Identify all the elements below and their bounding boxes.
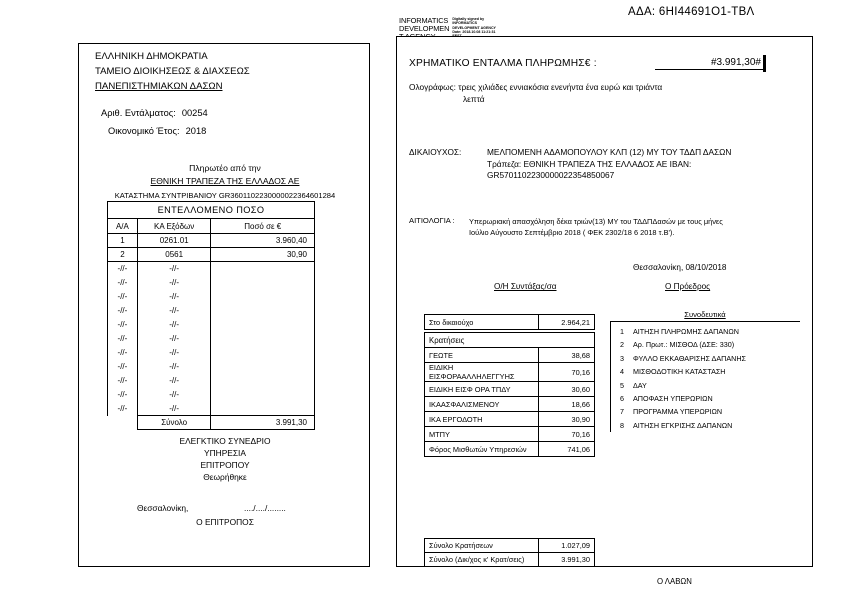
table-row bbox=[108, 374, 315, 388]
net-amount-label: Στο δικαιούχο bbox=[425, 315, 539, 330]
table-row bbox=[425, 412, 595, 427]
beneficiary-label: ΔΙΚΑΙΟΥΧΟΣ: bbox=[409, 147, 462, 157]
row-amount bbox=[211, 388, 315, 402]
amounts-total-spacer bbox=[108, 416, 138, 430]
row-kae: 0261.01 bbox=[137, 234, 211, 248]
attachment-number: 4 bbox=[620, 367, 624, 377]
row-amount bbox=[211, 402, 315, 416]
amount-marker bbox=[763, 55, 766, 72]
row-aa: -//- bbox=[108, 262, 138, 276]
row-aa: -//- bbox=[108, 332, 138, 346]
row-kae: -//- bbox=[137, 304, 211, 318]
payment-order-title: ΧΡΗΜΑΤΙΚΟ ΕΝΤΑΛΜΑ ΠΛΗΡΩΜΗΣ€ : bbox=[409, 58, 597, 69]
list-item bbox=[611, 419, 800, 432]
attachment-text: ΔΑΥ bbox=[633, 380, 647, 390]
grand-total-amount: 3.991,30 bbox=[539, 553, 595, 567]
row-amount bbox=[211, 332, 315, 346]
order-number-label: Αριθ. Εντάλματος: bbox=[101, 108, 176, 118]
org-line-1: ΕΛΛΗΝΙΚΗ ΔΗΜΟΚΡΑΤΙΑ bbox=[95, 51, 208, 62]
attachment-text: ΑΙΤΗΣΗ ΕΓΚΡΙΣΗΣ ΔΑΠΑΝΩΝ bbox=[633, 420, 733, 430]
table-row bbox=[425, 363, 595, 382]
audit-court-line-2: ΥΠΗΡΕΣΙΑ bbox=[204, 448, 246, 458]
deduction-label: ΕΙΔΙΚΗ ΕΙΣΦ ΟΡΑ ΤΠΔΥ bbox=[425, 382, 539, 397]
right-panel bbox=[396, 36, 813, 586]
table-row bbox=[108, 290, 315, 304]
amounts-total-value: 3.991,30 bbox=[211, 416, 315, 430]
beneficiary-bank: Τράπεζα: ΕΘΝΙΚΗ ΤΡΑΠΕΖΑ ΤΗΣ ΕΛΛΑΔΟΣ ΑΕ ΙΒΑΝ: bbox=[487, 158, 692, 169]
signature-city: Θεσσαλονίκη, bbox=[137, 503, 189, 513]
amount-in-words-line-1: τρεις χιλιάδες εννιακόσια ενενήντα ένα ευρώ και τριάντα bbox=[458, 82, 663, 92]
row-aa: -//- bbox=[108, 402, 138, 416]
deductions-header: Κρατήσεις bbox=[425, 333, 595, 348]
stamp-line-1: INFORMATICS bbox=[399, 16, 449, 25]
audit-court-line-1: ΕΛΕΓΚΤΙΚΟ ΣΥΝΕΔΡΙΟ bbox=[179, 436, 271, 446]
fiscal-year-label: Οικονομικό Έτος: bbox=[108, 126, 180, 136]
table-row bbox=[108, 262, 315, 276]
table-row bbox=[425, 442, 595, 457]
total-deductions-amount: 1.027,09 bbox=[539, 539, 595, 553]
attachments-list bbox=[610, 322, 800, 432]
deduction-amount: 70,16 bbox=[539, 427, 595, 442]
stamp-line-2: DEVELOPMEN bbox=[399, 24, 450, 34]
row-kae: -//- bbox=[137, 290, 211, 304]
amount-in-words bbox=[409, 81, 799, 105]
deduction-label: Φόρος Μισθωτών Υπηρεσιών bbox=[425, 442, 539, 457]
stamp-detail-4: Date: 2018.10.08 11:21:31 bbox=[452, 29, 496, 34]
row-kae: -//- bbox=[137, 318, 211, 332]
deduction-label: ΓΕΩΤΕ bbox=[425, 348, 539, 363]
order-number-value: 00254 bbox=[181, 108, 208, 118]
attachment-number: 8 bbox=[620, 420, 624, 430]
row-kae: 0561 bbox=[137, 248, 211, 262]
amounts-header-kae: ΚΑ Εξόδων bbox=[137, 219, 211, 234]
row-amount bbox=[211, 262, 315, 276]
row-kae: -//- bbox=[137, 346, 211, 360]
stamp-detail-3: DEVELOPMENT AGENCY bbox=[452, 25, 496, 30]
payable-label: Πληρωτέο από την bbox=[189, 163, 261, 173]
table-row bbox=[108, 234, 315, 248]
row-kae: -//- bbox=[137, 332, 211, 346]
row-aa: -//- bbox=[108, 360, 138, 374]
deduction-amount: 741,06 bbox=[539, 442, 595, 457]
reason-line-1: Υπερωριακή απασχόληση δέκα τριών(13) ΜΥ του ΤΔΔΠΔασών με τους μήνες bbox=[469, 217, 723, 226]
org-line-2: ΤΑΜΕΙΟ ΔΙΟΙΚΗΣΕΩΣ & ΔΙΑΧΣΕΩΣ bbox=[95, 66, 250, 77]
list-item bbox=[611, 379, 800, 392]
amount-in-words-label: Ολογράφως: bbox=[409, 82, 456, 92]
attachments-block bbox=[610, 310, 800, 432]
row-kae: -//- bbox=[137, 388, 211, 402]
stamp-detail-1: Digitally signed by bbox=[452, 17, 485, 21]
reason-label: ΑΙΤΙΟΛΟΓΙΑ : bbox=[409, 216, 455, 225]
payment-amount-value: #3.991,30# bbox=[710, 57, 761, 68]
beneficiary-iban: GR5701102230000022354850067 bbox=[487, 170, 615, 180]
row-aa: 2 bbox=[108, 248, 138, 262]
deduction-amount: 38,68 bbox=[539, 348, 595, 363]
amounts-header-aa: Α/Α bbox=[108, 219, 138, 234]
attachment-text: ΦΥΛΛΟ ΕΚΚΑΘΑΡΙΣΗΣ ΔΑΠΑΝΗΣ bbox=[633, 353, 746, 363]
amounts-title-row bbox=[108, 202, 315, 219]
attachment-number: 5 bbox=[620, 380, 624, 390]
branch-label: ΚΑΤΑΣΤΗΜΑ ΣΥΝΤΡΙΒΑΝΙΟΥ bbox=[114, 191, 217, 200]
row-aa: -//- bbox=[108, 290, 138, 304]
stamp-detail-2: INFORMATICS bbox=[452, 21, 478, 26]
row-aa: -//- bbox=[108, 374, 138, 388]
amounts-header-row bbox=[108, 219, 315, 234]
beneficiary-details bbox=[487, 147, 807, 182]
table-row bbox=[108, 402, 315, 416]
deductions-header-row bbox=[425, 333, 595, 348]
row-amount bbox=[211, 374, 315, 388]
branch-iban: GR3601102230000022364601284 bbox=[218, 191, 336, 200]
attachment-number: 7 bbox=[620, 407, 624, 417]
payment-amount bbox=[655, 57, 763, 70]
attachment-text: Αρ. Πρωτ.: ΜΙΣΘΟΔ (ΔΣΕ: 330) bbox=[633, 340, 735, 350]
amounts-header-amount: Ποσό σε € bbox=[211, 219, 315, 234]
president-signature-label: Ο Πρόεδρος bbox=[665, 282, 711, 291]
deduction-label: ΙΚΑΑΣΦΑΛΙΣΜΕΝΟΥ bbox=[425, 397, 539, 412]
net-amount-row bbox=[425, 315, 595, 330]
order-number-field bbox=[101, 108, 208, 118]
list-item bbox=[611, 392, 800, 405]
list-item bbox=[611, 365, 800, 378]
grand-total-row bbox=[425, 553, 595, 567]
deduction-amount: 70,16 bbox=[539, 363, 595, 382]
table-row bbox=[108, 276, 315, 290]
reason-line-2: Ιούλιο Αύγουστο Σεπτέμβριο 2018 ( ΦΕΚ 2302/18 6 2018 τ.Β'). bbox=[469, 228, 675, 237]
attachment-text: ΠΡΟΓΡΑΜΜΑ ΥΠΕΡΩΡΙΩΝ bbox=[633, 407, 723, 417]
table-row bbox=[425, 382, 595, 397]
ada-code: ΑΔΑ: 6ΗΙ44691Ο1-ΤΒΛ bbox=[628, 6, 755, 18]
attachment-number: 3 bbox=[620, 353, 624, 363]
total-deductions-row bbox=[425, 539, 595, 553]
table-row bbox=[108, 318, 315, 332]
commissioner-role: Ο ΕΠΙΤΡΟΠΟΣ bbox=[196, 517, 254, 527]
signature-date-placeholder: ..../..../........ bbox=[244, 503, 286, 513]
row-amount: 30,90 bbox=[211, 248, 315, 262]
row-amount bbox=[211, 290, 315, 304]
deduction-label: ΕΙΔΙΚΗ ΕΙΣΦΟΡΑΑΛΛΗΛΕΓΓΥΗΣ bbox=[425, 363, 539, 382]
deduction-label: ΜΤΠΥ bbox=[425, 427, 539, 442]
row-kae: -//- bbox=[137, 262, 211, 276]
row-amount bbox=[211, 318, 315, 332]
org-line-3: ΠΑΝΕΠΙΣΤΗΜΙΑΚΩΝ ΔΑΣΩΝ bbox=[95, 81, 223, 92]
row-aa: -//- bbox=[108, 276, 138, 290]
payer-bank-name: ΕΘΝΙΚΗ ΤΡΑΠΕΖΑ ΤΗΣ ΕΛΛΑΔΟΣ ΑΕ bbox=[150, 176, 300, 186]
attachment-number: 1 bbox=[620, 327, 624, 336]
issue-city-date: Θεσσαλονίκη, 08/10/2018 bbox=[633, 263, 727, 272]
deduction-amount: 30,60 bbox=[539, 382, 595, 397]
row-amount bbox=[211, 360, 315, 374]
row-aa: -//- bbox=[108, 318, 138, 332]
table-row bbox=[108, 332, 315, 346]
row-kae: -//- bbox=[137, 402, 211, 416]
list-item bbox=[611, 338, 800, 351]
amounts-total-label: Σύνολο bbox=[137, 416, 211, 430]
row-aa: 1 bbox=[108, 234, 138, 248]
attachment-text: ΜΙΣΘΟΔΟΤΙΚΗ ΚΑΤΑΣΤΑΣΗ bbox=[633, 367, 726, 377]
row-amount bbox=[211, 346, 315, 360]
deduction-amount: 30,90 bbox=[539, 412, 595, 427]
table-row bbox=[425, 427, 595, 442]
total-deductions-label: Σύνολο Κρατήσεων bbox=[425, 539, 539, 553]
row-aa: -//- bbox=[108, 346, 138, 360]
attachment-text: ΑΙΤΗΣΗ ΠΛΗΡΩΜΗΣ ΔΑΠΑΝΩΝ bbox=[633, 327, 739, 336]
table-row bbox=[425, 348, 595, 363]
table-row bbox=[108, 248, 315, 262]
row-aa: -//- bbox=[108, 388, 138, 402]
amount-in-words-line-2: λεπτά bbox=[463, 94, 485, 104]
deductions-totals-table bbox=[424, 538, 595, 567]
deductions-table bbox=[424, 314, 595, 457]
audit-court-line-3: ΕΠΙΤΡΟΠΟΥ bbox=[200, 460, 250, 470]
fiscal-year-value: 2018 bbox=[185, 126, 207, 136]
amounts-title: ΕΝΤΕΛΛΟΜΕΝΟ ΠΟΣΟ bbox=[108, 202, 315, 219]
row-kae: -//- bbox=[137, 374, 211, 388]
row-kae: -//- bbox=[137, 276, 211, 290]
attachment-number: 2 bbox=[620, 340, 624, 350]
table-row bbox=[108, 304, 315, 318]
row-kae: -//- bbox=[137, 360, 211, 374]
row-amount bbox=[211, 276, 315, 290]
attachment-number: 6 bbox=[620, 394, 624, 404]
table-row bbox=[108, 360, 315, 374]
payer-bank-branch bbox=[79, 191, 371, 200]
table-row bbox=[108, 346, 315, 360]
beneficiary-name: ΜΕΛΠΟΜΕΝΗ ΑΔΑΜΟΠΟΥΛΟΥ ΚΛΠ (12) ΜΥ ΤΟΥ ΤΔΔΠ ΔΑΣΩΝ bbox=[487, 147, 732, 157]
attachment-text: ΑΠΟΦΑΣΗ ΥΠΕΡΩΡΙΩΝ bbox=[633, 394, 713, 404]
fiscal-year-field bbox=[108, 126, 206, 136]
row-amount: 3.960,40 bbox=[211, 234, 315, 248]
row-amount bbox=[211, 304, 315, 318]
grand-total-label: Σύνολο (Δικ/χος κ' Κρατ/σεις) bbox=[425, 553, 539, 567]
deduction-amount: 18,66 bbox=[539, 397, 595, 412]
amounts-total-row bbox=[108, 416, 315, 430]
deduction-label: ΙΚΑ ΕΡΓΟΔΟΤΗ bbox=[425, 412, 539, 427]
entitled-amount-table bbox=[107, 201, 315, 430]
left-panel bbox=[78, 43, 370, 567]
attachments-title: Συνοδευτικά bbox=[684, 310, 726, 319]
preparer-signature-label: Ο/Η Συντάξας/σα bbox=[494, 282, 557, 291]
net-amount-value: 2.964,21 bbox=[539, 315, 595, 330]
audit-court-line-4: Θεωρήθηκε bbox=[203, 472, 247, 482]
row-aa: -//- bbox=[108, 304, 138, 318]
list-item bbox=[611, 325, 800, 338]
list-item bbox=[611, 352, 800, 365]
reason-text bbox=[469, 216, 809, 238]
table-row bbox=[425, 397, 595, 412]
list-item bbox=[611, 405, 800, 418]
table-row bbox=[108, 388, 315, 402]
receiver-label: Ο ΛΑΒΩΝ bbox=[657, 577, 692, 586]
